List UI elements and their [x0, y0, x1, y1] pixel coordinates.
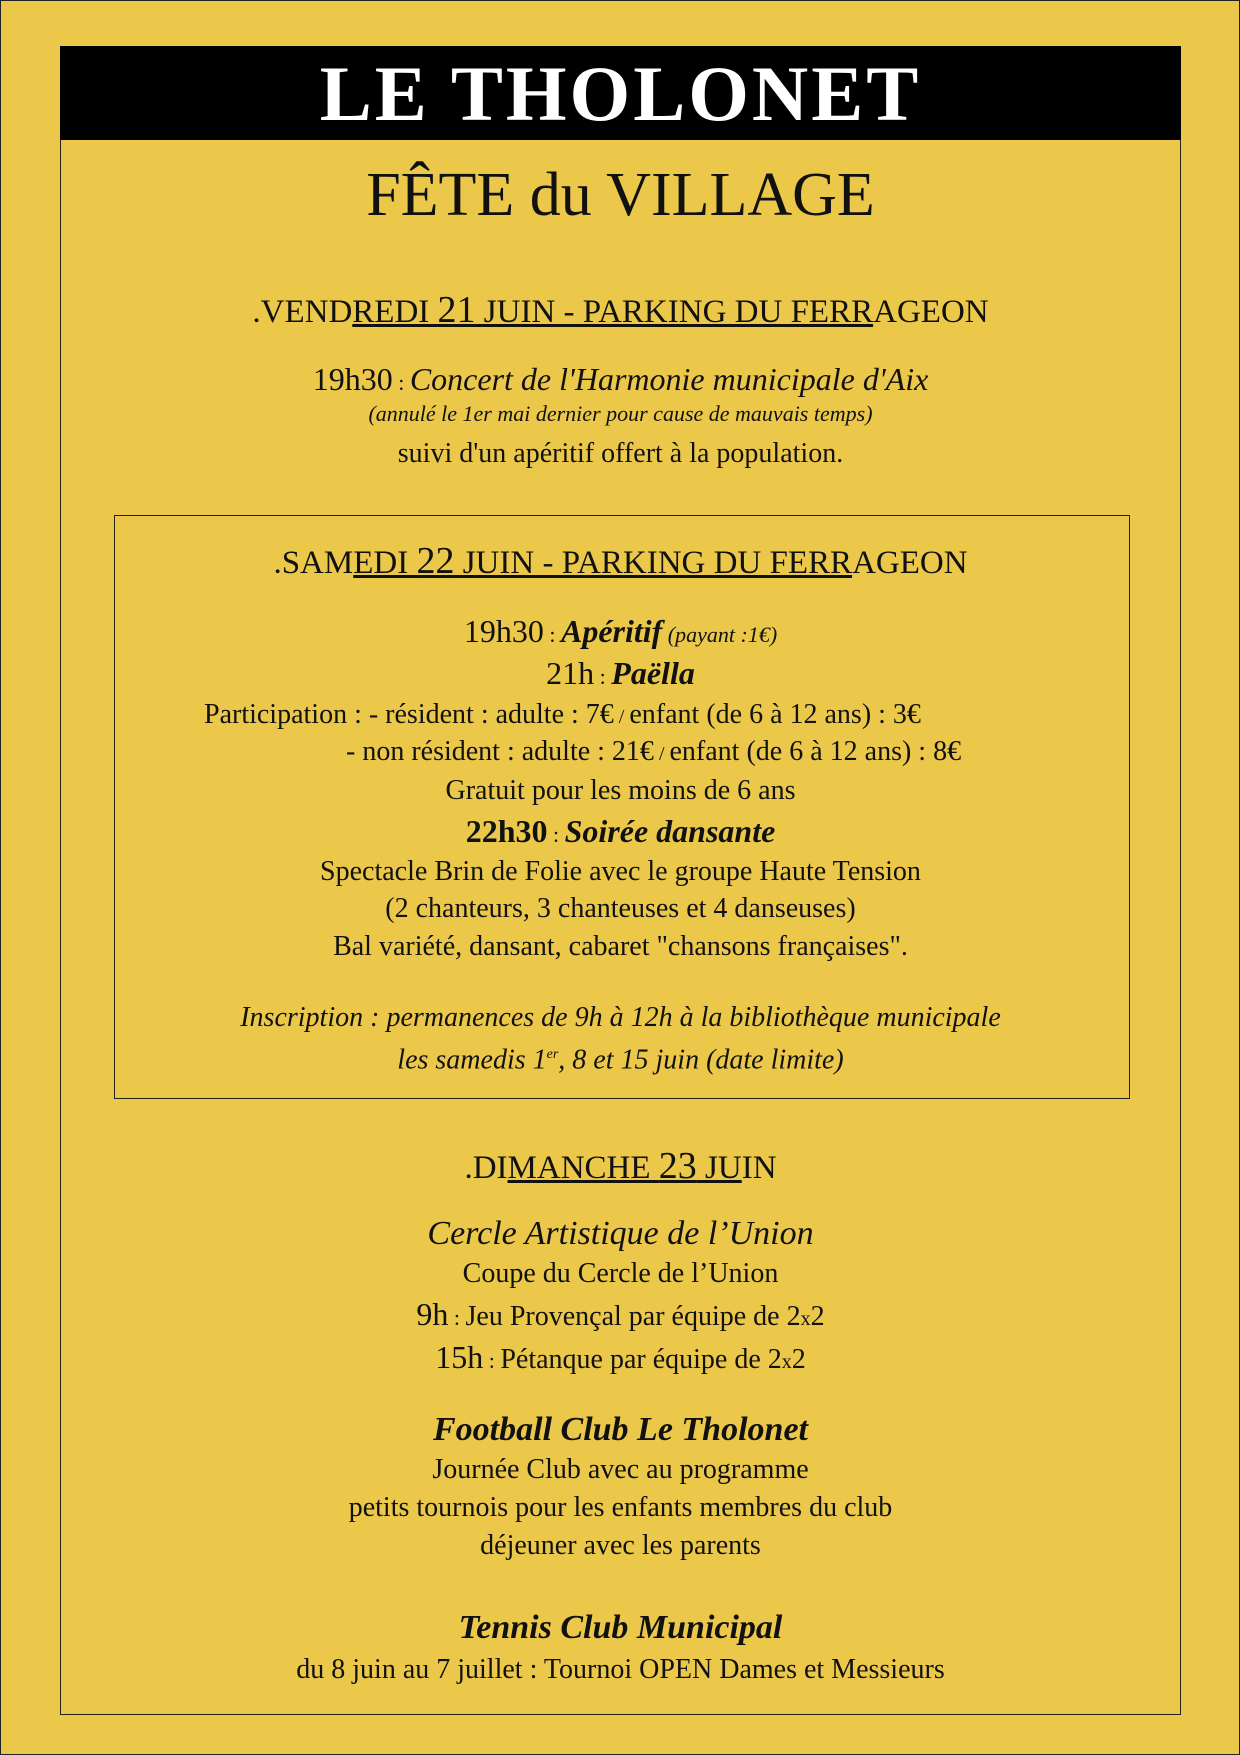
separator: :: [483, 1348, 501, 1373]
participation-resident-adult: Participation : - résident : adulte : 7€: [204, 699, 614, 730]
inscription-line-2: [60, 1037, 1181, 1078]
football-line-1: Journée Club avec au programme: [432, 1454, 809, 1485]
participation-resident-line: [204, 697, 921, 735]
saturday-heading: [60, 541, 1181, 583]
team-size: 2: [791, 1344, 806, 1375]
dance-time: 22h30: [465, 813, 548, 849]
petanque: Pétanque par équipe de 2: [500, 1344, 782, 1375]
friday-heading: [60, 290, 1181, 332]
separator: :: [543, 622, 561, 647]
saturday-heading-suffix: AGEON: [852, 545, 968, 581]
saturday-heading-number: 22: [416, 540, 455, 582]
sunday-heading-day: MANCHE: [507, 1150, 659, 1186]
page-subtitle: FÊTE du VILLAGE: [366, 161, 875, 229]
free-under-six: Gratuit pour les moins de 6 ans: [445, 775, 796, 806]
sunday-heading-month: JU: [696, 1150, 742, 1186]
separator: :: [547, 822, 565, 847]
friday-note-line: [60, 401, 1181, 427]
org-football-club: Football Club Le Tholonet: [433, 1411, 808, 1448]
inscription-dates-start: les samedis 1: [397, 1044, 547, 1076]
friday-followup: suivi d'un apéritif offert à la population.: [397, 438, 844, 469]
participation-nonresident-adult: - non résident : adulte : 21€: [346, 736, 654, 767]
separator: :: [594, 664, 612, 689]
show-line-3: Bal variété, dansant, cabaret "chansons françaises".: [333, 931, 908, 962]
participation-resident-child: enfant (de 6 à 12 ans) : 3€: [629, 699, 921, 730]
team-size: 2: [810, 1301, 825, 1332]
slash-separator: /: [653, 743, 670, 765]
tennis-line-1: du 8 juin au 7 juillet : Tournoi OPEN Dames et Messieurs: [296, 1654, 945, 1685]
org-cercle-artistique: Cercle Artistique de l’Union: [427, 1215, 814, 1252]
show-line-2: (2 chanteurs, 3 chanteuses et 4 danseuses): [385, 893, 856, 924]
friday-heading-day: REDI: [352, 294, 438, 330]
jeu-provencal: Jeu Provençal par équipe de 2: [465, 1301, 801, 1332]
friday-heading-suffix: AGEON: [873, 294, 989, 330]
dance-event: Soirée dansante: [564, 813, 776, 849]
friday-heading-number: 21: [437, 289, 476, 331]
inscription-superscript: er: [546, 1047, 559, 1062]
inscription-line-1: Inscription : permanences de 9h à 12h à la bibliothèque municipale: [240, 1002, 1001, 1033]
page-title: LE THOLONET: [60, 46, 1181, 140]
saturday-heading-place: JUIN - PARKING DU FERR: [454, 545, 853, 581]
participation-nonresident-child: enfant (de 6 à 12 ans) : 8€: [669, 736, 962, 767]
jeu-provencal-line: [60, 1296, 1181, 1337]
friday-concert-line: [60, 360, 1181, 402]
sunday-heading: [60, 1146, 1181, 1188]
time-15h: 15h: [435, 1339, 484, 1375]
show-line-1: Spectacle Brin de Folie avec le groupe Haute Tension: [320, 856, 921, 887]
time-9h: 9h: [416, 1296, 449, 1332]
aperitif-time: 19h30: [463, 613, 544, 649]
paella-time: 21h: [546, 655, 595, 691]
saturday-aperitif-line: [60, 612, 1181, 654]
saturday-heading-day: EDI: [353, 545, 417, 581]
sunday-heading-suffix: IN: [741, 1150, 777, 1186]
friday-time: 19h30: [312, 361, 393, 397]
friday-event: Concert de l'Harmonie municipale d'Aix: [409, 361, 929, 397]
aperitif-event: Apéritif: [560, 613, 663, 649]
org-tennis-club: Tennis Club Municipal: [458, 1609, 783, 1646]
participation-nonresident-line: [346, 734, 961, 772]
friday-note: (annulé le 1er mai dernier pour cause de mauvais temps): [368, 401, 873, 426]
friday-heading-prefix: .VEND: [252, 294, 353, 330]
petanque-line: [60, 1339, 1181, 1380]
separator: :: [448, 1305, 466, 1330]
times-sign: x: [781, 1351, 792, 1373]
football-line-3: déjeuner avec les parents: [480, 1530, 761, 1561]
sunday-heading-prefix: .DI: [464, 1150, 508, 1186]
inscription-dates-end: , 8 et 15 juin (date limite): [558, 1044, 844, 1076]
slash-separator: /: [613, 706, 630, 728]
saturday-heading-prefix: .SAM: [273, 545, 354, 581]
separator: :: [392, 370, 410, 395]
aperitif-price: (payant :1€): [662, 622, 778, 647]
paella-event: Paëlla: [611, 655, 695, 691]
sunday-heading-number: 23: [658, 1145, 697, 1187]
friday-heading-place: JUIN - PARKING DU FERR: [475, 294, 874, 330]
saturday-paella-line: [60, 654, 1181, 696]
saturday-dance-line: [60, 812, 1181, 854]
times-sign: x: [800, 1308, 811, 1330]
football-line-2: petits tournois pour les enfants membres du club: [348, 1492, 893, 1523]
cercle-coupe: Coupe du Cercle de l’Union: [462, 1258, 779, 1289]
